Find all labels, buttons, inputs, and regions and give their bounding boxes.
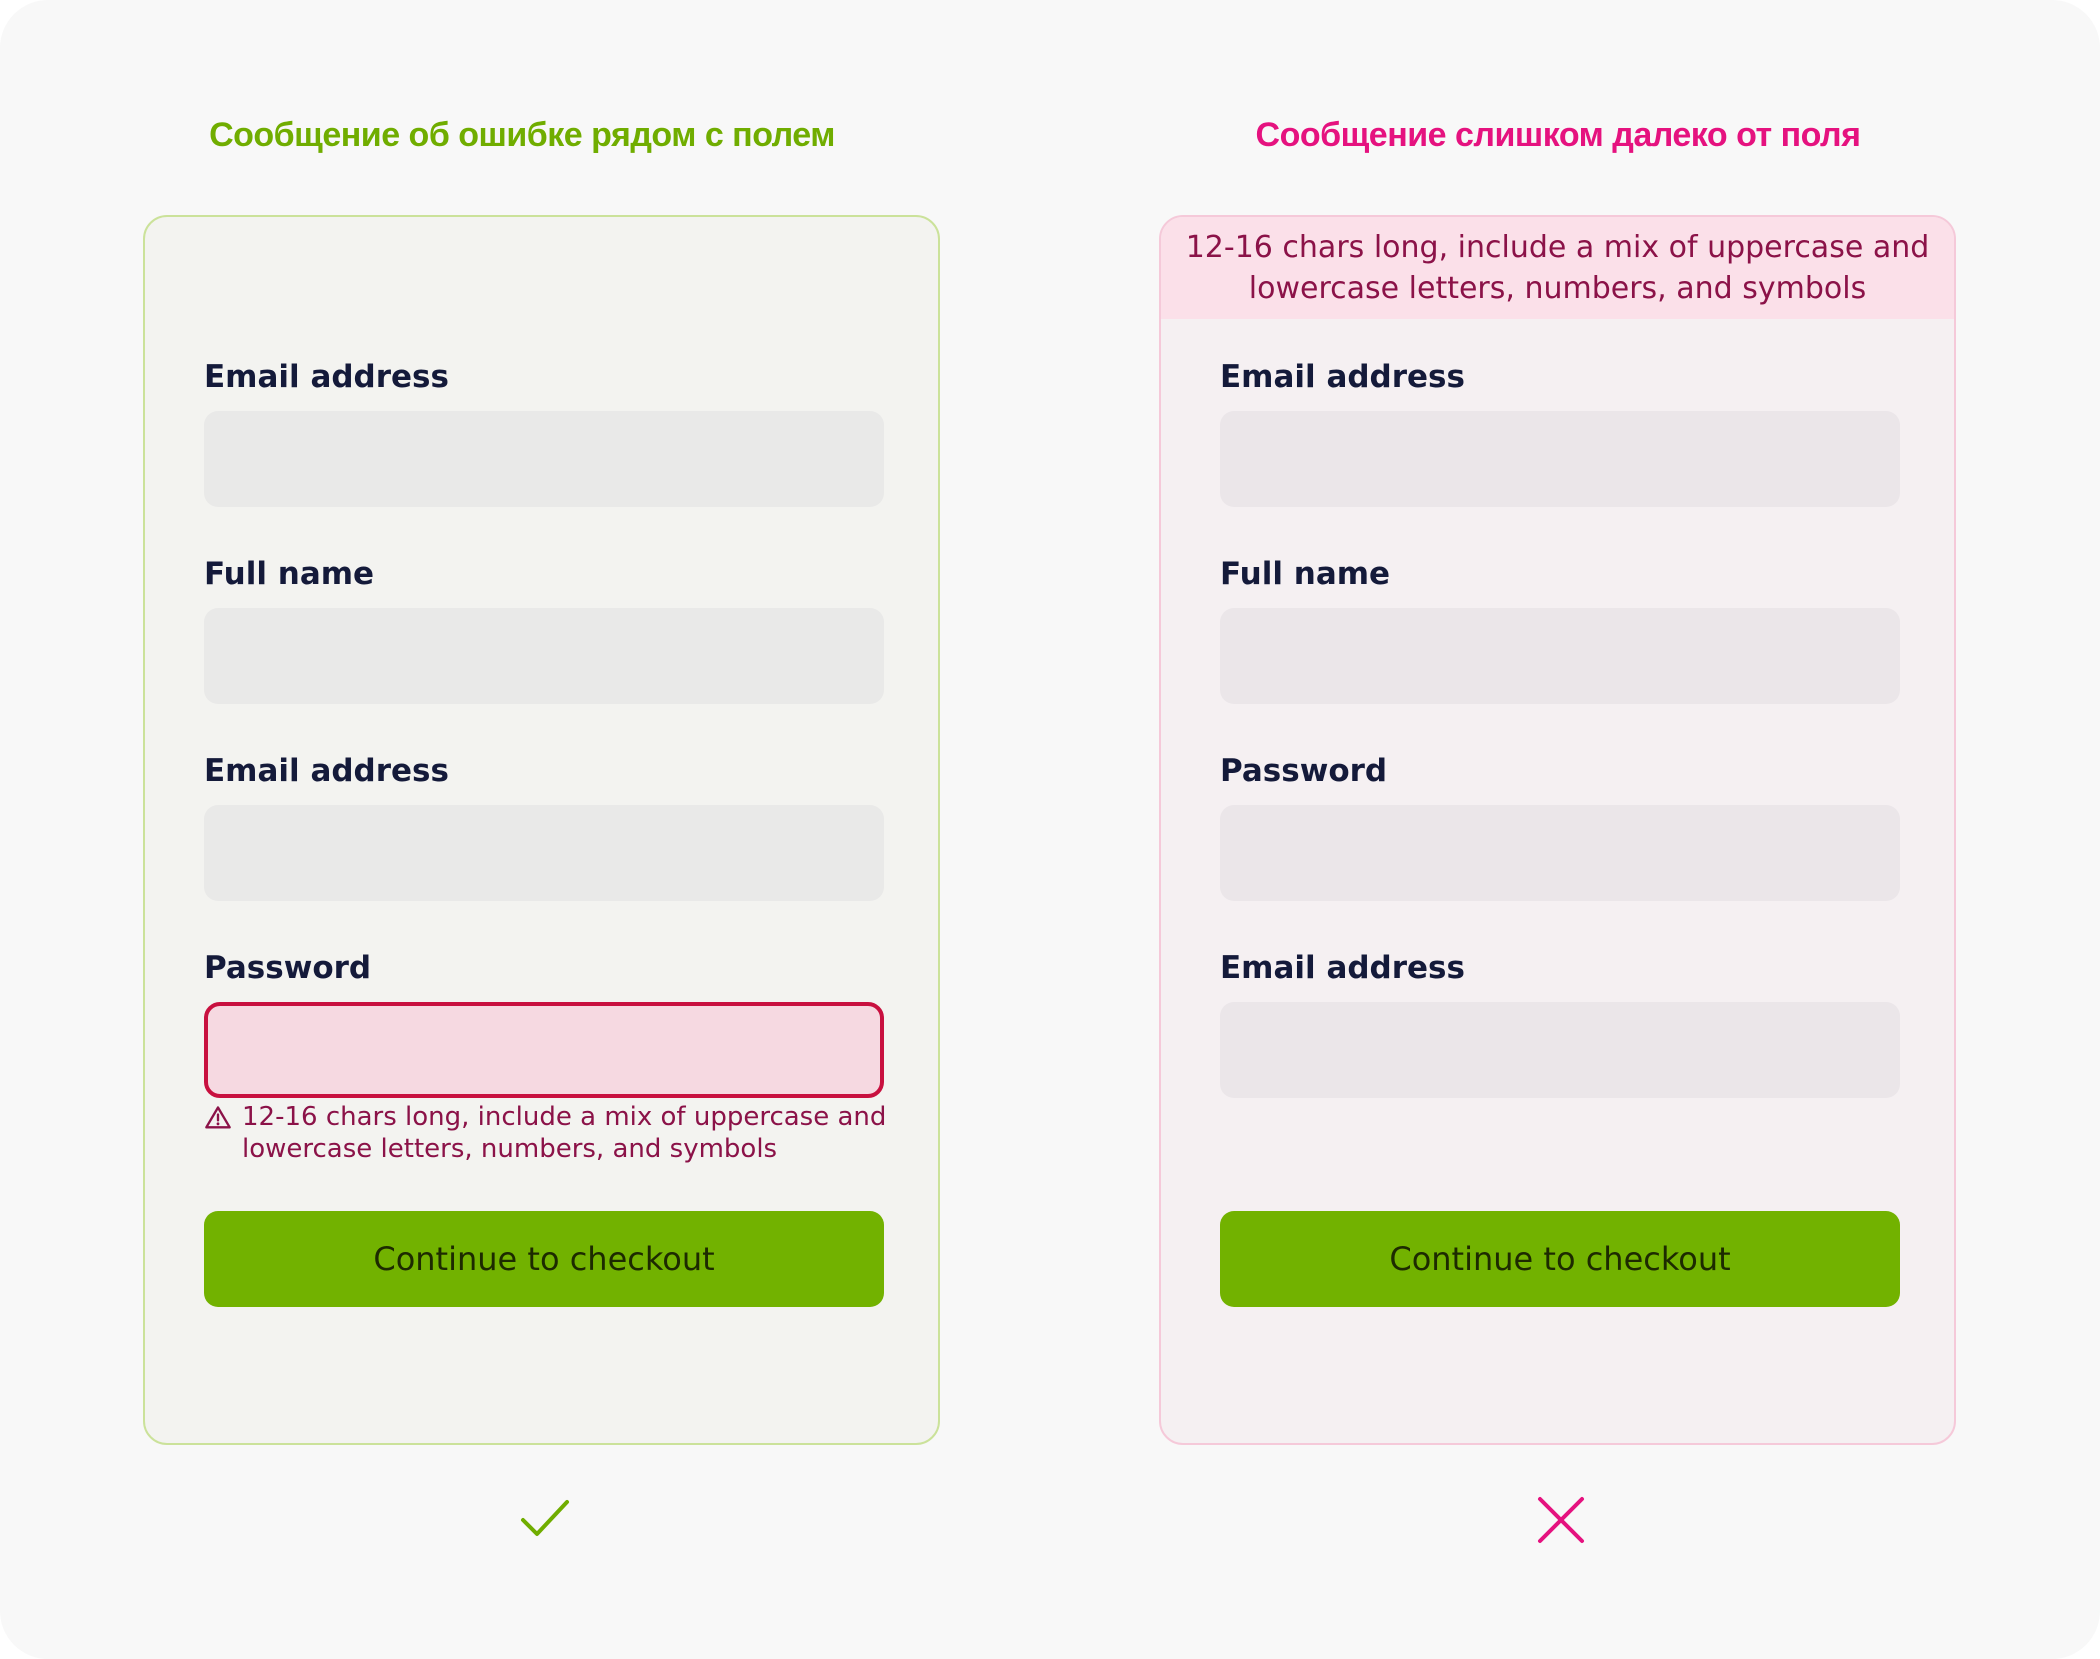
top-error-banner: 12-16 chars long, include a mix of uppercase and lowercase letters, numbers, and symbols [1161,217,1954,319]
email-label: Email address [204,359,449,395]
cross-icon [1531,1490,1591,1550]
password-label: Password [204,950,372,986]
full-name-label: Full name [204,556,375,592]
warning-icon [204,1104,232,1132]
good-example-form [143,215,940,1445]
email-label-secondary: Email address [204,753,449,789]
bad-example-caption: Сообщение слишком далеко от поля [1255,116,1861,154]
email-input-secondary[interactable] [1220,1002,1900,1098]
email-input-secondary[interactable] [204,805,884,901]
email-input[interactable] [1220,411,1900,507]
inline-error-message [204,1101,904,1165]
full-name-label: Full name [1220,556,1391,592]
email-label: Email address [1220,359,1465,395]
password-input-error[interactable] [204,1002,884,1098]
good-example-caption: Сообщение об ошибке рядом с полем [209,116,835,154]
checkmark-icon [515,1490,575,1550]
email-label-secondary: Email address [1220,950,1465,986]
full-name-input[interactable] [204,608,884,704]
continue-to-checkout-button[interactable]: Continue to checkout [204,1211,884,1307]
inline-error-text: 12-16 chars long, include a mix of uppercase and lowercase letters, numbers, and symbols [242,1102,887,1164]
password-input[interactable] [1220,805,1900,901]
full-name-input[interactable] [1220,608,1900,704]
email-input[interactable] [204,411,884,507]
password-label: Password [1220,753,1388,789]
bad-example-form [1159,215,1956,1445]
continue-to-checkout-button[interactable]: Continue to checkout [1220,1211,1900,1307]
